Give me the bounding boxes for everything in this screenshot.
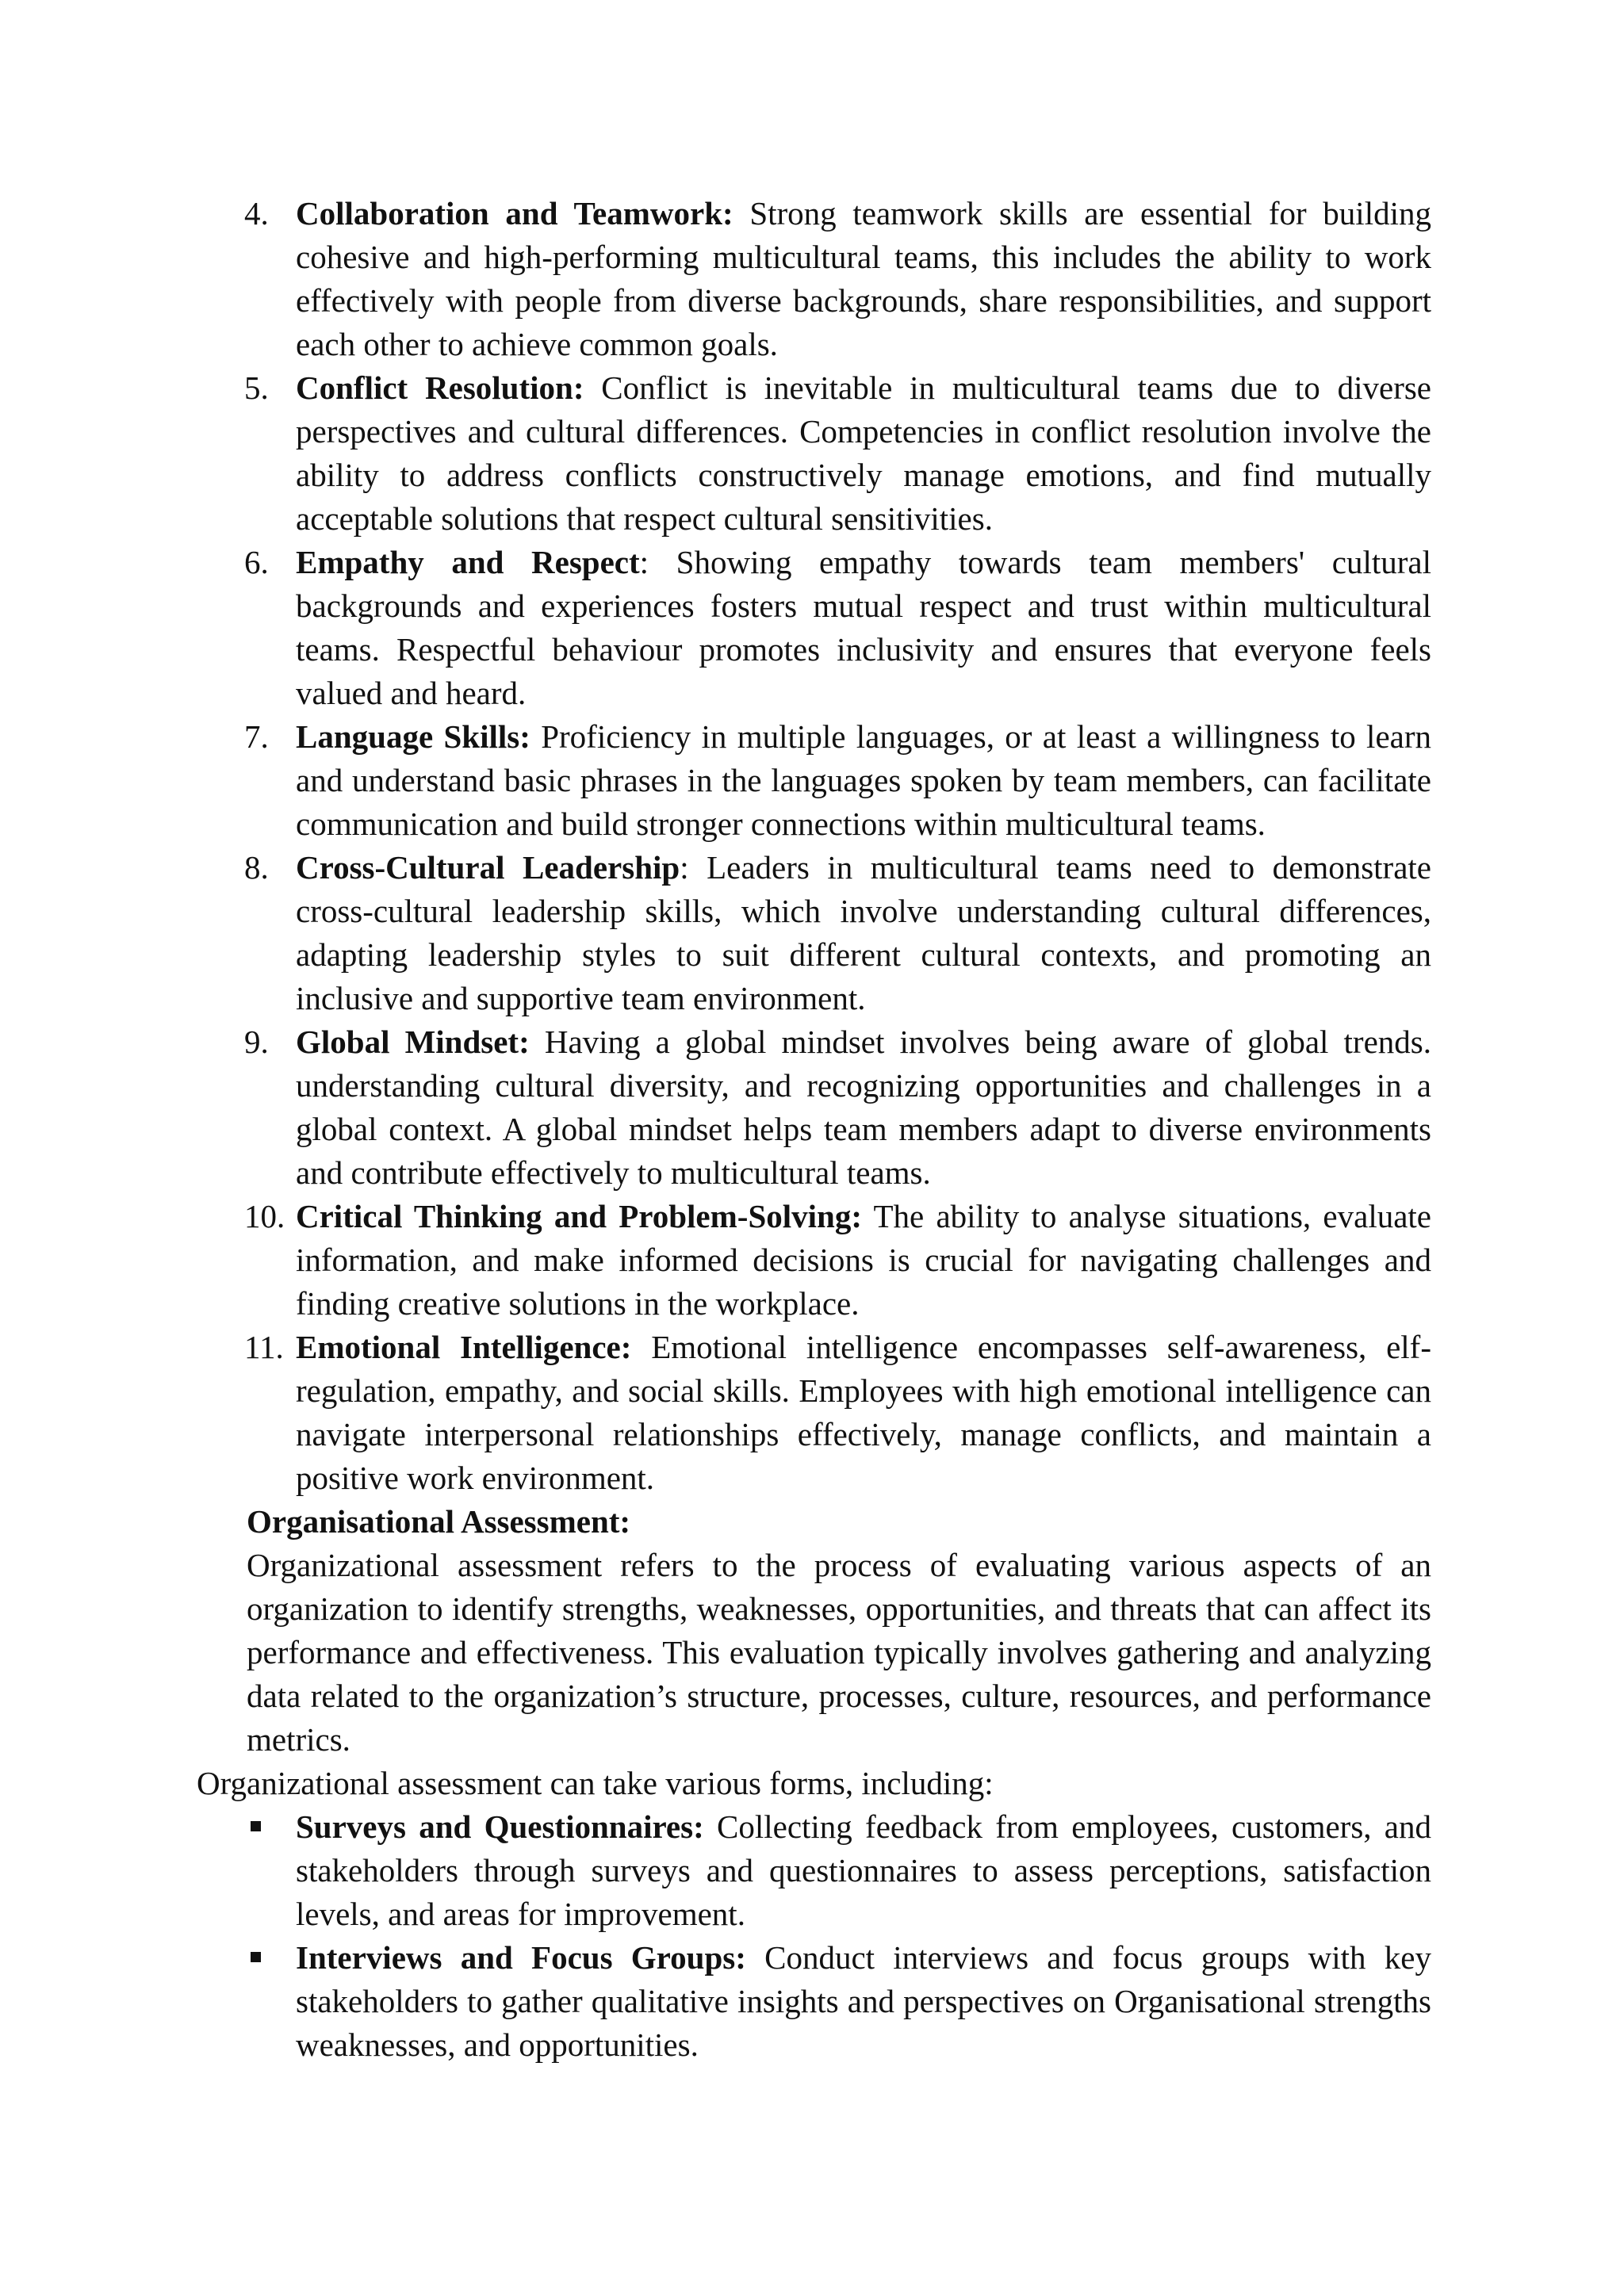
list-item: [244, 366, 1432, 541]
competencies-list: [0, 192, 1624, 1500]
item-text: : Showing empathy towards team members' cultural backgrounds and experiences fosters mutual respect and trust within multicultural teams. Respectful behaviour promotes inclusivity and ensures that everyone feels valued and heard.: [296, 544, 1431, 711]
item-term: Global Mindset:: [296, 1024, 530, 1060]
item-text: : Leaders in multicultural teams need to demonstrate cross-cultural leadership skills, which involve understanding cultural differences, adapting leadership styles to suit different cultural contexts, and promoting an inclusive and supportive team environment.: [296, 849, 1431, 1016]
page-content: [0, 192, 1624, 2067]
assessment-forms-list: [0, 1805, 1624, 2067]
list-item: [244, 192, 1431, 366]
item-term: Language Skills:: [296, 718, 530, 755]
bullet-item: [296, 1936, 1431, 2067]
item-number: 5.: [244, 369, 269, 406]
section-paragraph: Organizational assessment refers to the process of evaluating various aspects of an organization to identify strengths, weaknesses, opportunities, and threats that can affect its performance and effectiveness. This evaluation typically involves gathering and analyzing data related to the organization’s structure, processes, culture, resources, and performance metrics.: [247, 1547, 1431, 1758]
item-number: 4.: [244, 195, 269, 232]
item-term: Critical Thinking and Problem-Solving:: [296, 1198, 862, 1234]
item-number: 7.: [244, 718, 269, 755]
list-item: [244, 715, 1431, 846]
item-number: 10.: [244, 1198, 285, 1234]
item-term: Collaboration and Teamwork:: [296, 195, 733, 232]
item-text: Proficiency in multiple languages, or at least a willingness to learn and understand basic phrases in the languages spoken by team members, can facilitate communication and build stronger connections within multicultural teams.: [296, 718, 1431, 842]
item-text: Emotional intelligence encompasses self-awareness, elf-regulation, empathy, and social skills. Employees with high emotional intelligence can navigate interpersonal relationships effectively, manage conflicts, and maintain a positive work environment.: [296, 1329, 1431, 1496]
item-text: Having a global mindset involves being aware of global trends. understanding cultural diversity, and recognizing opportunities and challenges in a global context. A global mindset helps team members adapt to diverse environments and contribute effectively to multicultural teams.: [296, 1024, 1431, 1191]
list-item: [244, 1326, 1431, 1500]
item-term: Cross-Cultural Leadership: [296, 849, 680, 886]
item-text: Conflict is inevitable in multicultural teams due to diverse perspectives and cultural differences. Competencies in conflict resolution involve the ability to address conflicts constructively manage emotions, and find mutually acceptable solutions that respect cultural sensitivities.: [296, 369, 1432, 537]
square-bullet-icon: [251, 1821, 261, 1831]
item-number: 8.: [244, 849, 269, 886]
square-bullet-icon: [251, 1952, 261, 1962]
item-term: Interviews and Focus Groups:: [296, 1939, 746, 1976]
item-text: Strong teamwork skills are essential for building cohesive and high-performing multicultural teams, this includes the ability to work effectively with people from diverse backgrounds, share responsibilities, and support each other to achieve common goals.: [296, 195, 1431, 362]
item-text: Conduct interviews and focus groups with key stakeholders to gather qualitative insights and perspectives on Organisational strengths weaknesses, and opportunities.: [296, 1939, 1431, 2063]
forms-intro: Organizational assessment can take various forms, including:: [197, 1765, 994, 1801]
list-item: [244, 1195, 1431, 1326]
item-term: Conflict Resolution:: [296, 369, 584, 406]
item-number: 6.: [244, 544, 269, 580]
list-item: [244, 846, 1431, 1020]
list-item: [244, 541, 1431, 715]
item-number: 11.: [244, 1329, 284, 1365]
item-term: Surveys and Questionnaires:: [296, 1808, 704, 1845]
bullet-item: [296, 1805, 1431, 1936]
section-heading: Organisational Assessment:: [247, 1503, 631, 1540]
item-text: The ability to analyse situations, evaluate information, and make informed decisions is crucial for navigating challenges and finding creative solutions in the workplace.: [296, 1198, 1431, 1322]
list-item: [244, 1020, 1431, 1195]
item-text: Collecting feedback from employees, customers, and stakeholders through surveys and questionnaires to assess perceptions, satisfaction levels, and areas for improvement.: [296, 1808, 1431, 1932]
item-term: Emotional Intelligence:: [296, 1329, 632, 1365]
item-number: 9.: [244, 1024, 269, 1060]
item-term: Empathy and Respect: [296, 544, 640, 580]
